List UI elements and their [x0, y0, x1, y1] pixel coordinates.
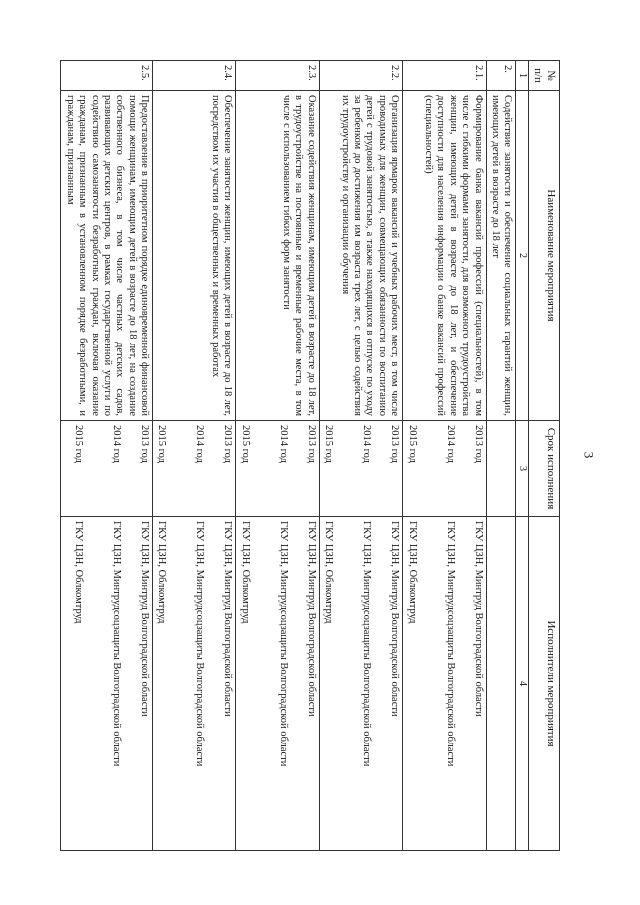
row-number: 2.2. — [319, 61, 402, 91]
table-header-row — [529, 61, 560, 851]
table-row — [403, 61, 486, 851]
executors-cell — [486, 517, 516, 851]
row-number: 2.4. — [153, 61, 236, 91]
table-row — [153, 61, 236, 851]
term-cell — [236, 421, 319, 517]
table-row — [486, 61, 516, 851]
col-number: 1 — [516, 61, 529, 91]
page-number: 3 — [581, 451, 597, 459]
header-executors: Исполнители мероприятия — [529, 517, 560, 851]
col-number: 4 — [516, 517, 529, 851]
term-cell — [403, 421, 486, 517]
measure-name: Содействие занятости и обеспечение социальных гарантий женщин, имеющих детей в возрасте до 18 лет — [486, 91, 516, 421]
executor: ГКУ ЦЗН, Минтруд Волгоградской области — [139, 521, 151, 717]
executor: ГКУ ЦЗН, Минтрудсоцзащиты Волгоградской области — [361, 521, 373, 767]
term-year: 2013 год — [305, 425, 317, 463]
measure-name: Оказание содействия женщинам, имеющим детей в возрасте до 18 лет, в трудоустройстве на постоянные и временные рабочие места, в том числе с использованием гибких форм занятости — [236, 91, 319, 421]
executor: ГКУ ЦЗН, Минтруд Волгоградской области — [389, 521, 401, 717]
term-year: 2013 год — [389, 425, 401, 463]
term-cell — [486, 421, 516, 517]
term-year: 2014 год — [444, 425, 456, 463]
executor: ГКУ ЦЗН, Минтрудсоцзащиты Волгоградской области — [111, 521, 123, 767]
executor: ГКУ ЦЗН, Минтрудсоцзащиты Волгоградской области — [277, 521, 289, 767]
table-row — [319, 61, 402, 851]
executor: ГКУ ЦЗН, Минтруд Волгоградской области — [222, 521, 234, 717]
executor: ГКУ ЦЗН, Минтруд Волгоградской области — [305, 521, 317, 717]
executor: ГКУ ЦЗН, Облкомтруд — [239, 521, 251, 624]
measures-table — [60, 60, 560, 851]
measure-name: Обеспечение занятости женщин, имеющих детей в возрасте до 18 лет, посредством их участия в общественных и временных работах — [153, 91, 236, 421]
executor: ГКУ ЦЗН, Минтрудсоцзащиты Волгоградской области — [444, 521, 456, 767]
executor: ГКУ ЦЗН, Облкомтруд — [406, 521, 418, 624]
executors-cell — [319, 517, 402, 851]
measure-name: Организация ярмарок вакансий и учебных рабочих мест, в том числе проводимых для женщин, совмещающих обязанности по воспитанию детей с трудовой занятостью, а также находящихся в отпуске по уходу за ребенком до достижения им возраста трех лет, с целью содействия их трудоустройству и организации обучения — [319, 91, 402, 421]
row-number: 2.1. — [403, 61, 486, 91]
header-num: № п/п — [529, 61, 560, 91]
table-row — [61, 61, 153, 851]
document-sheet — [64, 60, 560, 850]
executors-cell — [61, 517, 153, 851]
term-cell — [153, 421, 236, 517]
executors-cell — [153, 517, 236, 851]
col-number: 3 — [516, 421, 529, 517]
executors-cell — [403, 517, 486, 851]
term-year: 2014 год — [111, 425, 123, 463]
header-term: Срок исполнения — [529, 421, 560, 517]
table-row — [236, 61, 319, 851]
term-year: 2015 год — [239, 425, 251, 463]
measure-name: Предоставление в приоритетном порядке единовременной финансовой помощи женщинам, имеющим детей в возрасте до 18 лет, на создание собственного бизнеса, в том числе частных детских садов, развивающих детских центров, в рамках государственной услуги по содействию самозанятости безработных граждан, включая оказание гражданам, признанным в установленном порядке безработными, и гражданам, признанным — [61, 91, 153, 421]
term-year: 2014 год — [194, 425, 206, 463]
row-number: 2.5. — [61, 61, 153, 91]
term-cell — [61, 421, 153, 517]
term-year: 2015 год — [156, 425, 168, 463]
row-number: 2.3. — [236, 61, 319, 91]
executor: ГКУ ЦЗН, Минтруд Волгоградской области — [472, 521, 484, 717]
term-year: 2015 год — [323, 425, 335, 463]
term-year: 2013 год — [472, 425, 484, 463]
term-year: 2015 год — [73, 425, 85, 463]
column-numbers-row — [516, 61, 529, 851]
executors-cell — [236, 517, 319, 851]
term-year: 2013 год — [139, 425, 151, 463]
term-year: 2014 год — [277, 425, 289, 463]
term-year: 2014 год — [361, 425, 373, 463]
executor: ГКУ ЦЗН, Облкомтруд — [323, 521, 335, 624]
term-year: 2013 год — [222, 425, 234, 463]
header-name: Наименование мероприятия — [529, 91, 560, 421]
executor: ГКУ ЦЗН, Минтрудсоцзащиты Волгоградской области — [194, 521, 206, 767]
measure-name: Формирование банка вакансий профессий (специальностей), в том числе с гибкими формами занятости, для возможного трудоустройства женщин, имеющих детей в возрасте до 18 лет, и обеспечение доступности для населения информации о банке вакансий профессий (специальностей) — [403, 91, 486, 421]
col-number: 2 — [516, 91, 529, 421]
executor: ГКУ ЦЗН, Облкомтруд — [73, 521, 85, 624]
term-cell — [319, 421, 402, 517]
term-year: 2015 год — [406, 425, 418, 463]
row-number: 2. — [486, 61, 516, 91]
executor: ГКУ ЦЗН, Облкомтруд — [156, 521, 168, 624]
